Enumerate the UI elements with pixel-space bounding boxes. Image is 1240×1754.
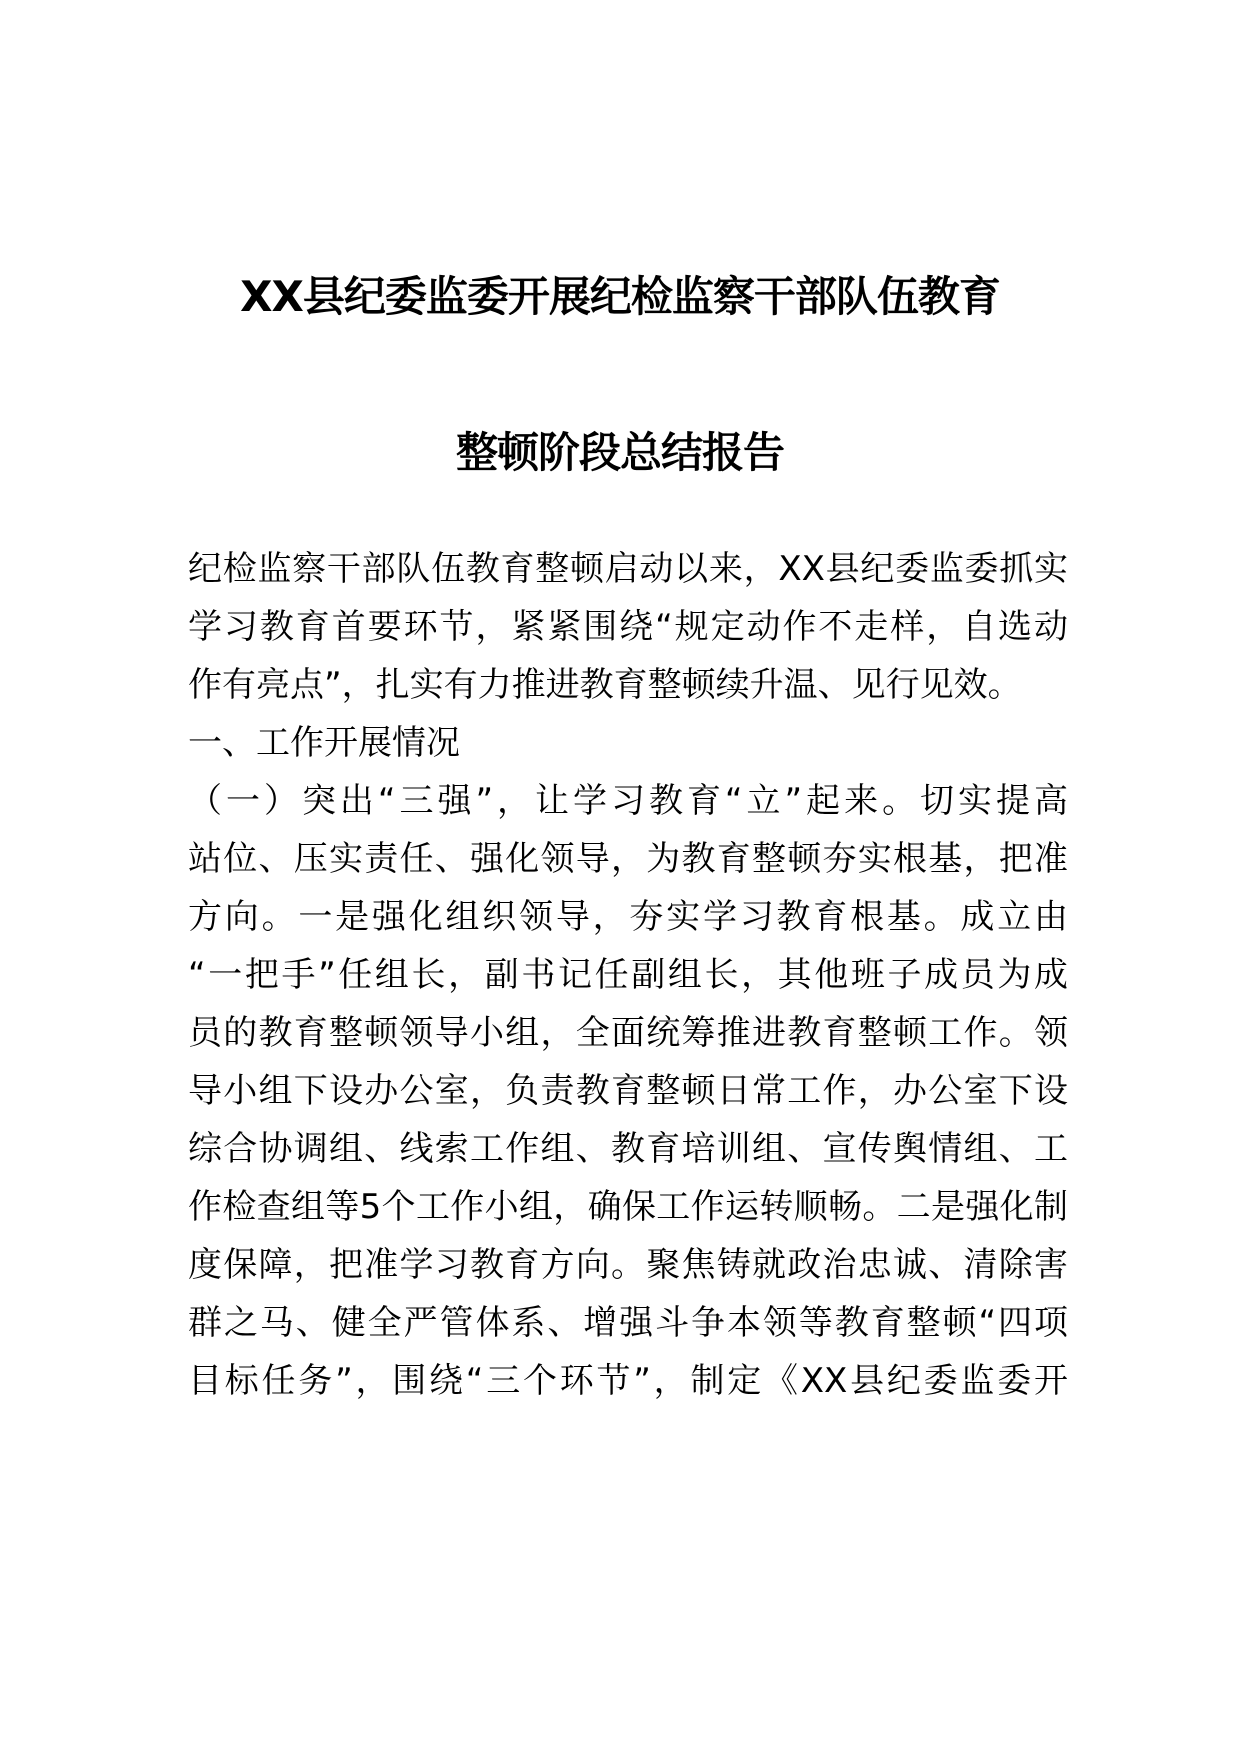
document-title-line-2: 整顿阶段总结报告 bbox=[455, 428, 784, 477]
body-line: 综合协调组、线索工作组、教育培训组、宣传舆情组、工 bbox=[188, 1129, 1068, 1169]
body-line: 学习教育首要环节，紧紧围绕“规定动作不走样，自选动 bbox=[188, 607, 1068, 647]
body-line: 度保障，把准学习教育方向。聚焦铸就政治忠诚、清除害 bbox=[188, 1245, 1068, 1285]
body-line: 群之马、健全严管体系、增强斗争本领等教育整顿“四项 bbox=[188, 1303, 1068, 1343]
body-line: 纪检监察干部队伍教育整顿启动以来，XX县纪委监委抓实 bbox=[188, 549, 1068, 589]
body-line: 员的教育整顿领导小组，全面统筹推进教育整顿工作。领 bbox=[188, 1013, 1068, 1053]
body-line: “一把手”任组长，副书记任副组长，其他班子成员为成 bbox=[188, 955, 1068, 995]
section-heading: 一、工作开展情况 bbox=[188, 723, 460, 763]
body-line: 作有亮点”，扎实有力推进教育整顿续升温、见行见效。 bbox=[188, 665, 1022, 705]
document-title-line-1: XX县纪委监委开展纪检监察干部队伍教育 bbox=[240, 272, 1000, 321]
body-line: 目标任务”，围绕“三个环节”，制定《XX县纪委监委开 bbox=[188, 1361, 1068, 1401]
body-line: 作检查组等5个工作小组，确保工作运转顺畅。二是强化制 bbox=[188, 1187, 1068, 1227]
body-line: 站位、压实责任、强化领导，为教育整顿夯实根基，把准 bbox=[188, 839, 1068, 879]
subsection-heading: （一）突出“三强”，让学习教育“立”起来。切实提高 bbox=[188, 781, 1068, 821]
body-line: 方向。一是强化组织领导，夯实学习教育根基。成立由 bbox=[188, 897, 1068, 937]
body-line: 导小组下设办公室，负责教育整顿日常工作，办公室下设 bbox=[188, 1071, 1068, 1111]
